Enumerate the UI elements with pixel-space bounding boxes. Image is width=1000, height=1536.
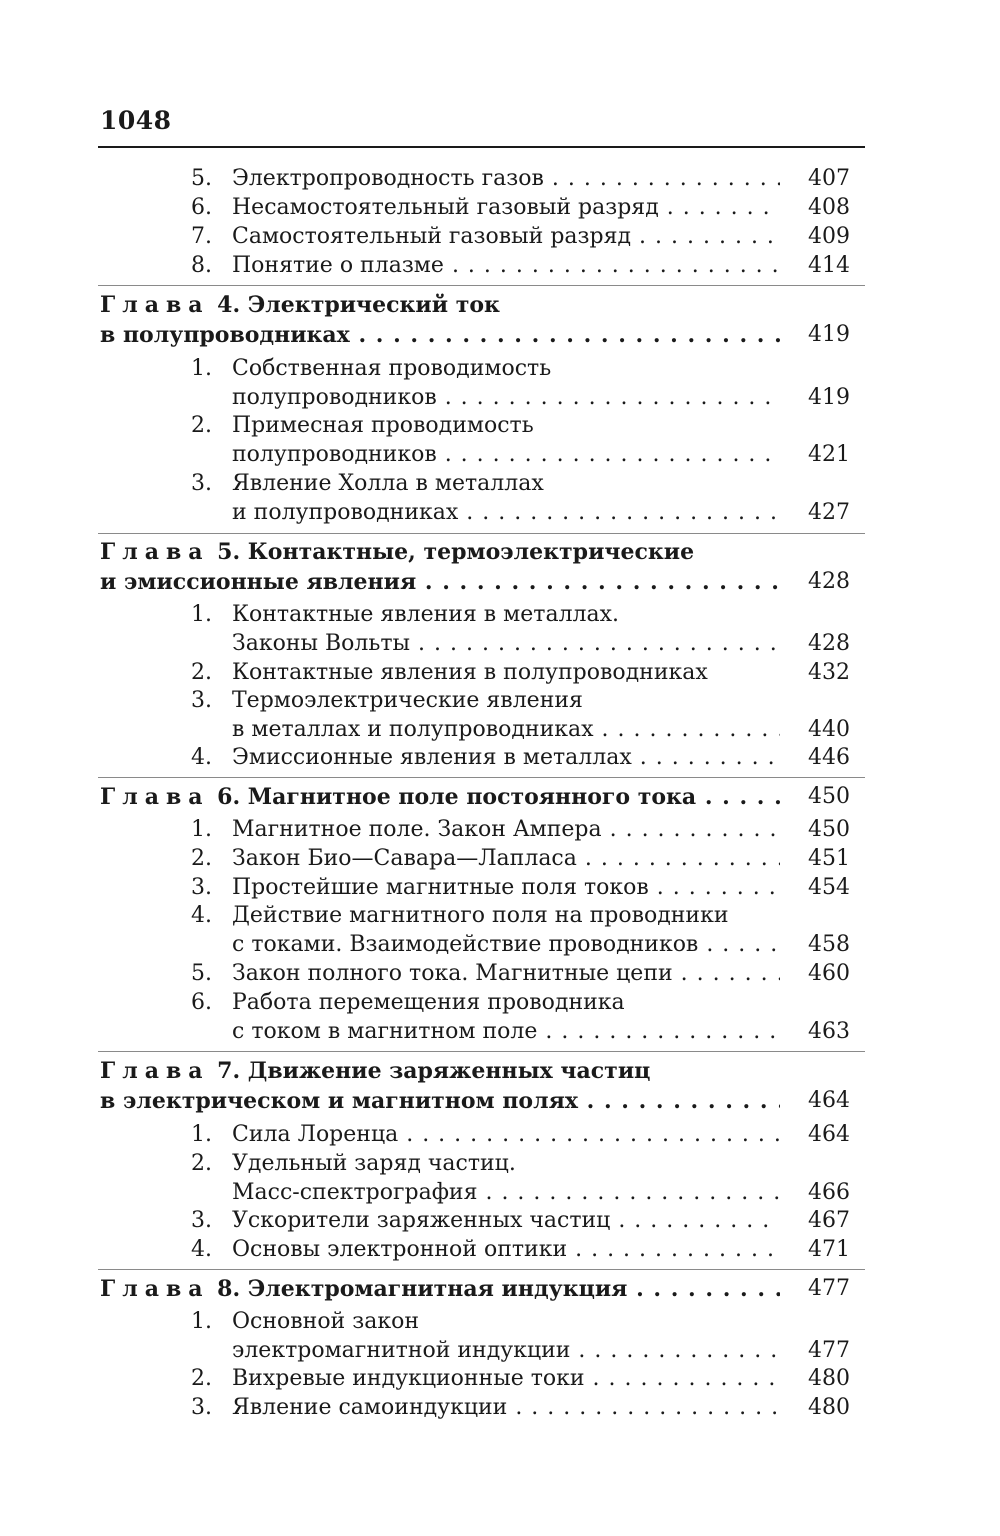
section-title: Удельный заряд частиц. <box>232 1151 516 1176</box>
section-title: Сила Лоренца <box>232 1122 399 1147</box>
section-title: Понятие о плазме <box>232 253 444 278</box>
section-title: Явление Холла в металлах <box>232 471 544 496</box>
page-ref: 421 <box>790 440 850 470</box>
section-number: 8. <box>191 253 212 278</box>
page-ref: 477 <box>790 1274 850 1304</box>
chapter-heading-line2 <box>100 567 780 597</box>
section-title: Законы Вольты <box>232 631 411 656</box>
page-ref: 458 <box>790 930 850 960</box>
section-number: 1. <box>191 817 212 842</box>
toc-entry <box>232 1235 780 1265</box>
section-title: Самостоятельный газовый разряд <box>232 224 632 249</box>
page-ref: 454 <box>790 873 850 903</box>
toc-entry <box>232 629 780 659</box>
page-ref: 480 <box>790 1364 850 1394</box>
chapter-title: 6. Магнитное поле постоянного тока <box>217 784 697 810</box>
section-number: 1. <box>191 1122 212 1147</box>
section-title: и полупроводниках <box>232 500 459 525</box>
toc-entry <box>232 930 780 960</box>
section-title: Вихревые индукционные токи <box>232 1366 585 1391</box>
toc-entry <box>232 1017 780 1047</box>
page-ref: 450 <box>790 782 850 812</box>
toc-entry <box>232 873 780 903</box>
toc-entry <box>232 815 780 845</box>
page-ref: 407 <box>790 164 850 194</box>
page-ref: 409 <box>790 222 850 252</box>
page-ref: 427 <box>790 498 850 528</box>
section-number: 3. <box>191 1208 212 1233</box>
toc-entry <box>232 164 780 194</box>
section-title: полупроводников <box>232 385 437 410</box>
section-number: 2. <box>191 1366 212 1391</box>
chapter-title: 5. Контактные, термоэлектрические <box>217 539 695 565</box>
page-ref: 450 <box>790 815 850 845</box>
page-ref: 408 <box>790 193 850 223</box>
section-number: 2. <box>191 660 212 685</box>
page-ref: 446 <box>790 743 850 773</box>
section-title: Простейшие магнитные поля токов <box>232 875 649 900</box>
chapter-label: Глава <box>100 539 210 565</box>
divider <box>98 533 865 534</box>
chapter-heading <box>100 782 795 812</box>
toc-entry <box>232 715 780 745</box>
section-title: Основы электронной оптики <box>232 1237 568 1262</box>
toc-entry <box>232 193 780 223</box>
section-number: 6. <box>191 990 212 1015</box>
page-ref: 467 <box>790 1206 850 1236</box>
section-title: электромагнитной индукции <box>232 1338 571 1363</box>
page-ref: 471 <box>790 1235 850 1265</box>
toc-entry <box>232 1120 780 1150</box>
section-number: 3. <box>191 471 212 496</box>
page-ref: 477 <box>790 1336 850 1366</box>
toc-entry <box>232 222 780 252</box>
section-title: Ускорители заряженных частиц <box>232 1208 611 1233</box>
chapter-title: и эмиссионные явления <box>100 569 417 595</box>
page-ref: 460 <box>790 959 850 989</box>
toc-entry <box>232 251 780 281</box>
section-title: в металлах и полупроводниках <box>232 717 594 742</box>
divider <box>98 285 865 286</box>
chapter-heading <box>100 290 800 320</box>
toc-entry <box>232 498 780 528</box>
section-number: 1. <box>191 1309 212 1334</box>
section-title: Примесная проводимость <box>232 413 534 438</box>
section-number: 4. <box>191 903 212 928</box>
page-ref: 464 <box>790 1086 850 1116</box>
chapter-label: Глава <box>100 784 210 810</box>
section-title: Контактные явления в полупроводниках <box>232 660 708 685</box>
chapter-label: Глава <box>100 292 210 318</box>
toc-entry <box>232 383 780 413</box>
page-ref: 464 <box>790 1120 850 1150</box>
toc-entry <box>232 1393 780 1423</box>
section-title: полупроводников <box>232 442 437 467</box>
chapter-title: 8. Электромагнитная индукция <box>217 1276 628 1302</box>
section-title: Основной закон <box>232 1309 419 1334</box>
page-ref: 428 <box>790 629 850 659</box>
section-title: Термоэлектрические явления <box>232 688 583 713</box>
chapter-heading <box>100 537 840 567</box>
toc-entry <box>232 1364 780 1394</box>
divider <box>98 1051 865 1052</box>
page-ref: 428 <box>790 567 850 597</box>
toc-entry <box>232 1178 780 1208</box>
chapter-label: Глава <box>100 1276 210 1302</box>
section-number: 5. <box>191 166 212 191</box>
section-title: Действие магнитного поля на проводники <box>232 903 729 928</box>
page-ref: 451 <box>790 844 850 874</box>
divider <box>98 1269 865 1270</box>
page-number: 1048 <box>100 106 172 135</box>
section-title: Собственная проводимость <box>232 356 552 381</box>
section-number: 1. <box>191 602 212 627</box>
section-title: Масс-спектрография <box>232 1180 478 1205</box>
section-number: 3. <box>191 1395 212 1420</box>
header-rule <box>98 146 865 148</box>
chapter-title: в электрическом и магнитном полях <box>100 1088 578 1114</box>
section-title: Эмиссионные явления в металлах <box>232 745 632 770</box>
section-number: 4. <box>191 745 212 770</box>
page-ref: 419 <box>790 320 850 350</box>
page-ref: 463 <box>790 1017 850 1047</box>
divider <box>98 777 865 778</box>
section-title: с токами. Взаимодействие проводников <box>232 932 699 957</box>
chapter-heading <box>100 1056 800 1086</box>
section-number: 5. <box>191 961 212 986</box>
section-number: 2. <box>191 413 212 438</box>
section-title: Электропроводность газов <box>232 166 544 191</box>
section-number: 2. <box>191 846 212 871</box>
section-number: 2. <box>191 1151 212 1176</box>
section-title: с током в магнитном поле <box>232 1019 538 1044</box>
page-ref: 440 <box>790 715 850 745</box>
chapter-heading <box>100 1274 780 1304</box>
section-number: 4. <box>191 1237 212 1262</box>
section-title: Контактные явления в металлах. <box>232 602 620 627</box>
page-ref: 466 <box>790 1178 850 1208</box>
toc-entry <box>232 959 780 989</box>
section-title: Магнитное поле. Закон Ампера <box>232 817 602 842</box>
chapter-heading-line2 <box>100 1086 780 1116</box>
section-number: 3. <box>191 688 212 713</box>
page-ref: 480 <box>790 1393 850 1423</box>
toc-entry <box>232 743 780 773</box>
section-title: Явление самоиндукции <box>232 1395 508 1420</box>
section-number: 6. <box>191 195 212 220</box>
page-ref: 432 <box>790 658 850 688</box>
toc-entry <box>232 844 780 874</box>
page-ref: 414 <box>790 251 850 281</box>
chapter-title: 7. Движение заряженных частиц <box>217 1058 651 1084</box>
section-title: Работа перемещения проводника <box>232 990 625 1015</box>
toc-entry <box>232 1206 780 1236</box>
toc-entry <box>232 440 780 470</box>
chapter-label: Глава <box>100 1058 210 1084</box>
chapter-title: 4. Электрический ток <box>217 292 500 318</box>
section-number: 7. <box>191 224 212 249</box>
section-title: Закон Био—Савара—Лапласа <box>232 846 577 871</box>
page-ref: 419 <box>790 383 850 413</box>
chapter-title: в полупроводниках <box>100 322 350 348</box>
chapter-heading-line2 <box>100 320 780 350</box>
toc-entry <box>232 658 780 688</box>
section-number: 1. <box>191 356 212 381</box>
section-title: Несамостоятельный газовый разряд <box>232 195 659 220</box>
toc-entry <box>232 1336 780 1366</box>
section-number: 3. <box>191 875 212 900</box>
section-title: Закон полного тока. Магнитные цепи <box>232 961 673 986</box>
